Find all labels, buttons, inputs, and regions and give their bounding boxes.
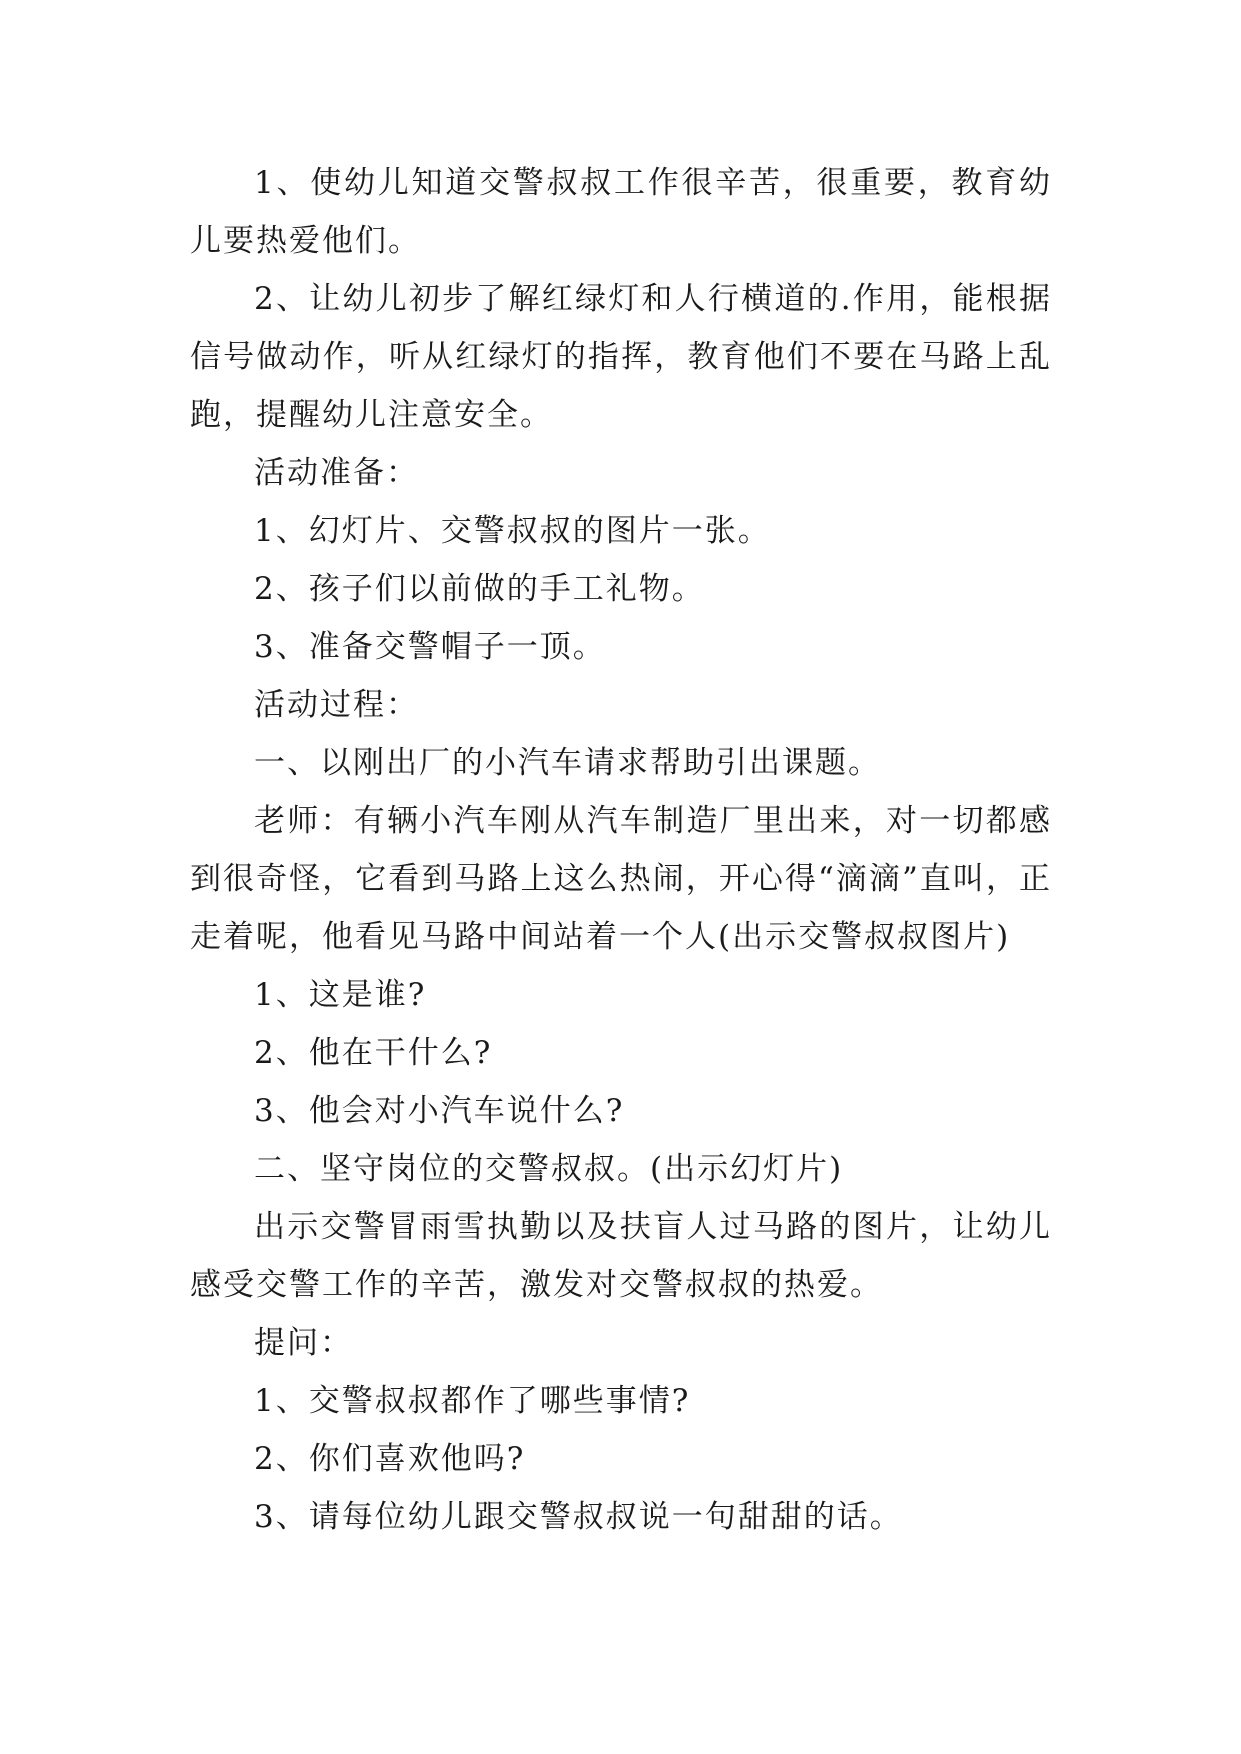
- section-heading-1: 一、以刚出厂的小汽车请求帮助引出课题。: [254, 745, 881, 781]
- paragraph-slides: 出示交警冒雨雪执勤以及扶盲人过马路的图片，让幼儿感受交警工作的辛苦，激发对交警叔叔的热爱。: [190, 1209, 1052, 1303]
- heading-preparation: 活动准备：: [254, 455, 419, 491]
- list-item: 1、幻灯片、交警叔叔的图片一张。: [254, 513, 771, 549]
- paragraph-teacher-story: 老师：有辆小汽车刚从汽车制造厂里出来，对一切都感到很奇怪，它看到马路上这么热闹，开心得“滴滴”直叫，正走着呢，他看见马路中间站着一个人(出示交警叔叔图片): [190, 803, 1052, 955]
- list-item: 2、孩子们以前做的手工礼物。: [254, 571, 705, 607]
- paragraph-goal-1: 1、使幼儿知道交警叔叔工作很辛苦，很重要，教育幼儿要热爱他们。: [190, 165, 1052, 259]
- heading-questions: 提问：: [254, 1325, 353, 1361]
- paragraph-goal-2: 2、让幼儿初步了解红绿灯和人行横道的.作用，能根据信号做动作，听从红绿灯的指挥，教育他们不要在马路上乱跑，提醒幼儿注意安全。: [190, 281, 1052, 433]
- list-item: 1、这是谁?: [254, 977, 427, 1013]
- document-body: [190, 154, 1052, 1546]
- list-item: 3、请每位幼儿跟交警叔叔说一句甜甜的话。: [254, 1499, 903, 1535]
- list-item: 3、他会对小汽车说什么?: [254, 1093, 625, 1129]
- list-item: 3、准备交警帽子一顶。: [254, 629, 606, 665]
- list-item: 2、你们喜欢他吗?: [254, 1441, 526, 1477]
- heading-process: 活动过程：: [254, 687, 419, 723]
- list-item: 2、他在干什么?: [254, 1035, 493, 1071]
- section-heading-2: 二、坚守岗位的交警叔叔。(出示幻灯片): [254, 1151, 844, 1187]
- list-item: 1、交警叔叔都作了哪些事情?: [254, 1383, 691, 1419]
